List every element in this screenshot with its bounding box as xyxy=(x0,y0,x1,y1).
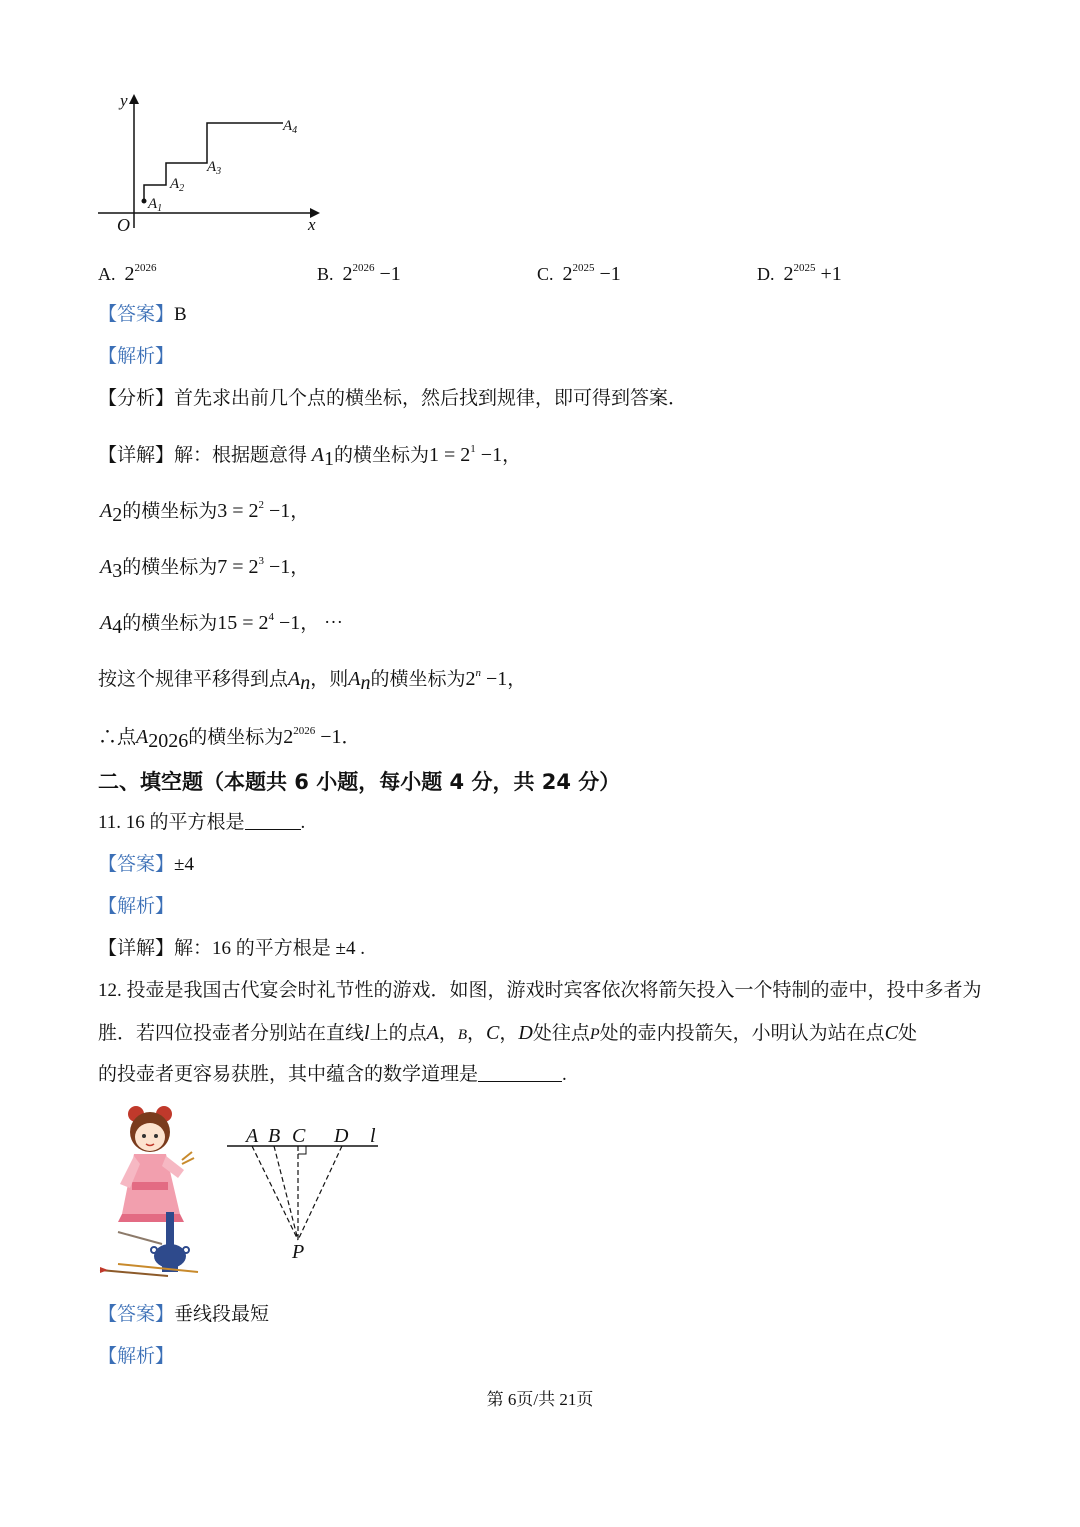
q10-detail-line-4: $A_4$的横坐标为$15 = 2^4 -1$， ⋯ xyxy=(100,611,344,638)
label-d: D xyxy=(334,1125,349,1147)
choice-a[interactable]: A. $2^{2026}$ xyxy=(98,262,157,285)
point-label-a1: $A_1$ xyxy=(148,196,163,214)
q12-stem-line-2: 胜．若四位投壶者分别站在直线l上的点A，B，C，D处往点P处的壶内投箭矢，小明认为站在点C处 xyxy=(98,1022,917,1044)
page-number: 第 6页/共 21页 xyxy=(486,1390,594,1409)
choice-b[interactable]: B. $2^{2026} -1$ xyxy=(317,262,401,285)
q12-stem-line-1: 12. 投壶是我国古代宴会时礼节性的游戏．如图，游戏时宾客依次将箭矢投入一个特制的壶中，投中多者为 xyxy=(98,980,982,1001)
q11-answer-blank[interactable] xyxy=(245,811,301,830)
q12-stem-line-3: 的投壶者更容易获胜，其中蕴含的数学道理是 . xyxy=(98,1064,567,1085)
choice-d[interactable]: D. $2^{2025} +1$ xyxy=(757,262,842,285)
q10-conclusion: ∴点$A_{2026}$的横坐标为$2^{2026} -1$． xyxy=(98,725,361,752)
choice-c[interactable]: C. $2^{2025} -1$ xyxy=(537,262,621,285)
q10-fenxi: 【分析】首先求出前几个点的横坐标，然后找到规律，即可得到答案． xyxy=(98,388,688,409)
q11-stem: 11. 16 的平方根是 . xyxy=(98,812,306,833)
q12-answer-blank[interactable] xyxy=(478,1063,562,1082)
perpendicular-figure xyxy=(222,1120,392,1270)
label-p: P xyxy=(292,1241,305,1263)
point-label-a2: $A_2$ xyxy=(170,176,185,194)
q10-answer: 【答案】B xyxy=(98,304,187,325)
staircase-figure xyxy=(90,88,330,238)
label-a: A xyxy=(246,1125,259,1147)
touhu-illustration xyxy=(98,1104,208,1284)
origin-label: O xyxy=(117,215,130,235)
q12-answer: 【答案】垂线段最短 xyxy=(98,1304,270,1325)
label-l: l xyxy=(370,1125,376,1147)
q10-analysis-label: 【解析】 xyxy=(98,346,175,367)
point-label-a4: $A_4$ xyxy=(283,118,298,136)
q11-answer: 【答案】±4 xyxy=(98,854,194,875)
label-c: C xyxy=(292,1125,306,1147)
q10-rule: 按这个规律平移得到点$A_n$，则$A_n$的横坐标为2$^n$ −1， xyxy=(98,667,527,694)
q10-detail-line-2: $A_2$的横坐标为$3 = 2^2 -1$， xyxy=(100,499,310,526)
q12-analysis-label: 【解析】 xyxy=(98,1346,175,1367)
q11-analysis-label: 【解析】 xyxy=(98,896,175,917)
q10-detail-line-3: $A_3$的横坐标为$7 = 2^3 -1$， xyxy=(100,555,310,582)
x-axis-label: x xyxy=(308,215,316,234)
label-b: B xyxy=(268,1125,281,1147)
point-label-a3: $A_3$ xyxy=(207,159,222,177)
y-axis-label: y xyxy=(120,91,128,110)
section-heading: 二、填空题（本题共 6 小题，每小题 4 分，共 24 分） xyxy=(98,770,621,794)
q11-detail: 【详解】解：16 的平方根是 ±4 . xyxy=(98,938,365,959)
q10-detail-line-1: 【详解】解：根据题意得 $A_1$的横坐标为$1 = 2^1 -1$， xyxy=(98,443,522,470)
